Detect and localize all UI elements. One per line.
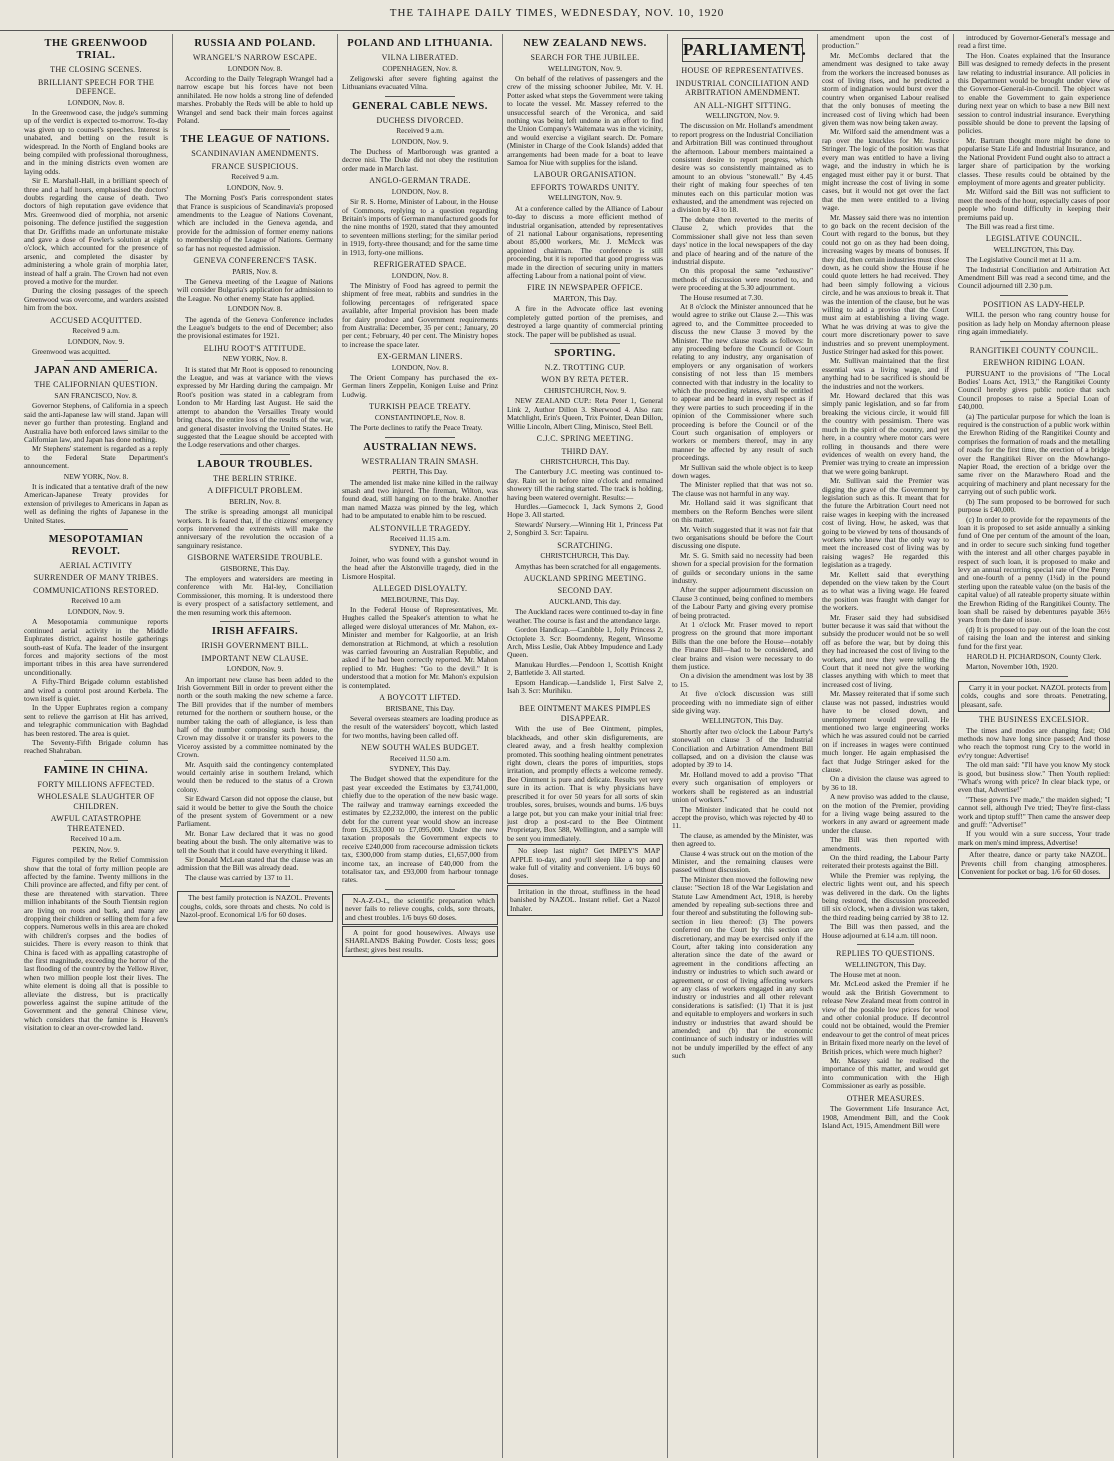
dateline: LONDON, Nov. 9. <box>391 136 449 146</box>
article-paragraph: The Minister replied that that was not so. The clause was not harmful in any way. <box>672 480 813 498</box>
advertisement: No sleep last night? Get IMPEY'S MAP APPLE to-day, and you'll sleep like a top and wake full of vitality and convenient. 1/6 buys 60 doses. <box>507 844 663 884</box>
dateline: WELLINGTON, This Day. <box>702 716 783 726</box>
article-paragraph: The Bill was then reported with amendments. <box>822 835 949 853</box>
article-paragraph: In the Federal House of Representatives, Mr. Hughes called the Speaker's attention to what he alleged were disloyal utterances of Mr. Mahon, ex-Minister and member for Kalgoorlie, at an Irish demonstration at Richmond, at which a resolution was carried favouring an Australian Republic, and asked if he had been correctly reported. Mr. Mahon replied to Mr. Hughes: "Go to the devil." It is understood that a motion for Mr. Mahon's expulsion is contemplated. <box>342 604 498 690</box>
article-paragraph: Epsom Handicap.—Landslide 1, First Salve 2, Isah 3. Scr: Murihiku. <box>507 677 663 696</box>
article-paragraph: Mr. Sullivan maintained that the first essential was a living wage, and if anything had to be sacrificed is should be the industries and not the workers. <box>822 356 949 391</box>
subheading: BEE OINTMENT MAKES PIMPLES DISAPPEAR. <box>519 704 651 723</box>
section-heading: FAMINE IN CHINA. <box>43 764 149 776</box>
masthead-section-title: PARLIAMENT. <box>682 38 803 62</box>
dateline: Received 11.15 a.m. <box>389 534 451 544</box>
section-heading: IRISH AFFAIRS. <box>211 626 299 638</box>
dateline: PARIS, Nov. 8. <box>232 266 278 276</box>
subheading: COMMUNICATIONS RESTORED. <box>33 585 159 595</box>
article-paragraph: After the supper adjournment discussion on Clause 3 continued, being confined to members of the Labour Party and giving every promise of being protracted. <box>672 585 814 620</box>
article-paragraph: Amythas has been scratched for all engagements. <box>515 561 661 571</box>
section-heading: THE LEAGUE OF NATIONS. <box>180 134 330 146</box>
article-paragraph: The Bill was read a first time. <box>966 221 1055 231</box>
subheading: SURRENDER OF MANY TRIBES. <box>33 573 159 583</box>
article-paragraph: On a division the amendment was lost by 38 to 15. <box>672 671 813 689</box>
article-paragraph: Mr. Bonar Law declared that it was no good beating about the bush. The only alternative was to tell the South that it could have everything it liked. <box>177 828 333 855</box>
subheading: THIRD DAY. <box>561 446 609 456</box>
dateline: LONDON, Nov. 9. <box>226 182 284 192</box>
subheading: EX-GERMAN LINERS. <box>377 352 463 362</box>
article-paragraph: It is stated that Mr Root is opposed to renouncing the League, and was at variance with the views expressed by Mr Harding during the campaign. Mr Root's position was stated in a cablegram from London to Mr Harding last August. He said the attempt to abandon the Versailles Treaty would bring chaos, the entire loss of the results of the war, and general disaster involving the United States. He suggested that the League should be accepted with the Lodge reservations and other charges. <box>177 364 333 450</box>
dateline: Received 10 a.m. <box>70 834 122 844</box>
dateline: MELBOURNE, This Day. <box>380 594 460 604</box>
dateline: LONDON, Nov. 8. <box>391 270 449 280</box>
article-paragraph: Mr. Holland moved to add a proviso "That every such organisation of employers or workers shall be registered as an industrial union of workers." <box>672 769 813 805</box>
divider <box>857 944 914 945</box>
article-paragraph: Gordon Handicap.—Canibble 1, Jolly Princess 2, Octoplete 3. Scr: Boomdenny, Regent, Winsome Arch, Miss Leslie, Oak Abbey Impudence and Lady Queen. <box>507 625 663 660</box>
divider <box>1000 295 1068 296</box>
article-paragraph: (d) It is proposed to pay out of the loan the cost of raising the loan and the interest and sinking fund for the first year. <box>958 624 1110 651</box>
article-paragraph: On this proposal the same "exhaustive" methods of discussion were resorted to, and were proceeding at the 5.30 adjournment. <box>672 266 813 293</box>
article-paragraph: Mr. S. G. Smith said no necessity had been shown for a special provision for the formation of guilds or secondary unions in the same industry. <box>672 550 813 585</box>
article-paragraph: In the Upper Euphrates region a company sent to relieve the garrison at Hit has arrived, and telegraphic communication with Baghdad has been restored. The area is quiet. <box>24 703 168 738</box>
subheading: ELIHU ROOT'S ATTITUDE. <box>203 343 307 353</box>
article-paragraph: Governor Stephens, of California in a speech said the anti-Japanese law will stand. Japan will never go further than protesting. England and Australia have both enforced laws similar to the Californian law, and Japan has done nothing. <box>24 401 168 444</box>
article-paragraph: Hurdles.—Gamecock 1, Jack Symons 2, Good Hope 3. All started. <box>507 502 663 520</box>
article-paragraph: The Canterbury J.C. meeting was continued to-day. Rain set in before nine o'clock and remained showery till the racing started. The track is holding, having been watered overnight. Results:— <box>507 467 663 502</box>
divider <box>220 621 290 622</box>
article-paragraph: At 8 o'clock the Minister announced that he would agree to strike out Clause 2.—This was agreed to, and the Committee proceeded to discuss the new Clause 3 moved by the Minister. The new clause reads as follows: In any proceeding before the Council or Court relating to any industry, any organisation of employers or any organisation of workers consisting of not less than 15 members connected with that industry in the locality to which the proceeding relates, shall be entitled to appear and be heard in every respect as if they were parties to such proceeding if in the opinion of the Commissioner where such proceeding is before the Council or of the Court such organisation of employers or workers or members thereof, may in any manner be affected by any result of such proceedings. <box>672 301 813 463</box>
divider <box>550 699 620 700</box>
divider <box>64 529 129 530</box>
divider <box>220 886 290 887</box>
article-paragraph: Mr. McCombs declared that the amendment was designed to take away from the workers the increased bonuses as cost of living rises, and he predicted a storm of indignation would burst over the country when organised Labour realised that the only bonuses of meeting the increased cost of living which had been given them was now being taken away. <box>822 50 949 128</box>
article-paragraph: Clause 4 was struck out on the motion of the Minister, and the remaining clauses were passed without discussion. <box>672 848 813 875</box>
article-paragraph: The Minister then moved the following new clause: "Section 18 of the War Legislation and Statute Law Amendment Act, 1918, is hereby amended by repealing sub-sections three and four thereof and substituting the following sub-section in lieu thereof: (3) The powers conferred on the Court by this section are discretionary, and may be exercised only if the Court, after taking into consideration any alteration since the date of the award or agreement in the conditions affecting an industry or industries to which such award or agreement, or cost of living affecting workers or any class of workers engaged in any such industry or industries and all other relevant considerations is satisfied: (1) That it is just and equitable to employers and workers in such industry or industries that award should be amended; and (b) that the economic continuance of such industry or industries will not be unduly imperilled by the effect of any such <box>672 874 813 1061</box>
article-paragraph: Mr. Sullivan said the Premier was digging the grave of the Government by legislation such as this. It meant that for the future the Arbitration Court need not raise wages in keeping with the increased cost of living. How, he asked, was that going to be viewed by tens of thousands of workers who knew that the only way to meet the increased cost of living was by raising wages? He regarded this legislation as a tragedy. <box>822 476 949 570</box>
dateline: LONDON, Nov. 9. <box>67 336 125 346</box>
article-paragraph: Marton, November 10th, 1920. <box>966 662 1058 672</box>
article-paragraph: Sir R. S. Horne, Minister of Labour, in the House of Commons, replying to a question regarding Britain's imports of German manufactured goods for the nine months of 1920, stated that they amounted to seventeen millions sterling; for the similar period in 1919, forty-three thousand; and for the same time in 1913, forty-one millions. <box>342 197 498 257</box>
article-paragraph: Mr. Holland said it was significant that members on the Reform Benches were silent on this matter. <box>672 498 813 525</box>
dateline: SYDNEY, This Day. <box>389 544 451 554</box>
section-heading: NEW ZEALAND NEWS. <box>523 38 647 49</box>
dateline: WELLINGTON, Nov. 9. <box>705 111 780 120</box>
subheading: THE CLOSING SCENES. <box>50 65 142 74</box>
subheading: WESTRALIAN TRAIN SMASH. <box>361 456 479 466</box>
advertisement: A point for good housewives. Always use SHARLANDS Baking Powder. Costs less; goes farthest; gives best results. <box>342 926 498 957</box>
article-paragraph: The Legislative Council met at 11 a.m. <box>966 255 1082 265</box>
masthead: THE TAIHAPE DAILY TIMES, WEDNESDAY, NOV. 10, 1920 <box>0 0 1114 31</box>
article-paragraph: The Ministry of Food has agreed to permit the shipment of free meat, rabbits and sundries in the following percentages of refrigerated space available, after Imperial provision has been made for dairy produce and Government requirements from Australia: December, 35 per cent.; January, 20 per cent.; February, 40 per cent. The Ministry hopes to increase the space later. <box>342 280 498 349</box>
article-paragraph: A Fifty-Third Brigade column established and wired a control post around Kerbela. The town itself is quiet. <box>24 677 168 703</box>
article-paragraph: During the closing passages of the speech Greenwood was overcome, and warders assisted him from the box. <box>24 286 168 313</box>
subheading: BRILLIANT SPEECH FOR THE DEFENCE. <box>37 77 155 96</box>
advertisement: After theatre, dance or party take NAZOL. Prevents chill from changing atmospheres. Convenient for pocket or bag. 1/6 for 60 doses. <box>958 848 1110 879</box>
subheading: THE CALIFORNIAN QUESTION. <box>34 380 158 390</box>
dateline: NEW YORK, Nov. 8. <box>222 354 288 364</box>
dateline: PEKIN, Nov. 9. <box>72 844 120 854</box>
dateline: Received 9 a.m. <box>231 172 279 182</box>
dateline: CONSTANTINOPLE, Nov. 8. <box>374 412 466 422</box>
subheading: ANGLO-GERMAN TRADE. <box>369 176 471 186</box>
article-paragraph: The House met at noon. <box>830 969 901 979</box>
dateline: BRISBANE, This Day. <box>385 703 455 713</box>
article-paragraph: While the Premier was replying, the electric lights went out, and his speech was delivered in the dark. On the lights being restored, the discussion proceeded till six o'clock, when a division was taken, the third reading being carried by 38 to 12. <box>822 870 949 922</box>
article-paragraph: amendment upon the cost of production." <box>822 34 949 51</box>
dateline: SYDNEY, This Day. <box>389 764 451 774</box>
subheading: AN ALL-NIGHT SITTING. <box>693 100 792 110</box>
advertisement: Irritation in the throat, stuffiness in the head banished by NAZOL. Instant relief. Get a Nazol Inhaler. <box>507 885 663 916</box>
article-paragraph: Mr. Kellett said that everything depended on the view taken by the Court as to what was a living wage. He feared the position was fraught with danger for the workers. <box>822 569 949 613</box>
article-paragraph: If you would win a sure success, Your trade mark on men's mind impress, Advertise! <box>958 829 1110 847</box>
subheading: C.J.C. SPRING MEETING. <box>536 434 634 443</box>
advertisement: The best family protection is NAZOL. Prevents coughs, colds, sore throats and chests. No cold is Nazol-proof. Economical 1/6 for 60 doses. <box>177 891 333 922</box>
subheading: LEGISLATIVE COUNCIL. <box>985 234 1083 244</box>
divider <box>220 129 290 130</box>
article-paragraph: Sir Donald McLean stated that the clause was an admission that the Bill was already dead. <box>177 855 333 873</box>
article-paragraph: The Duchess of Marlborough was granted a decree nisi. The Duke did not obey the restitution order made in March last. <box>342 147 498 173</box>
column-2 <box>172 34 337 1458</box>
article-paragraph: With the use of Bee Ointment, pimples, blackheads, and other skin disfigurements, are cleared away, and a fresh healthy complexion promoted. This soothing healing ointment penetrates right down, clears the pores of impurities, stops irritation, and promptly effects a welcome remedy. Bee Ointment is pure and delicate. Results yet very sure in its action. That is why physicians have prescribed it for over 50 years for all sorts of skin troubles, sores, bruises, wounds and burns. 1/6 buys a large pot, but you can make your initial trial free: just drop a post-card to the Bee Ointment Proprietary, Box 588, Wellington, and a sample will be sent you immediately. <box>507 724 663 843</box>
subheading: INDUSTRIAL CONCILIATION AND ARBITRATION AMENDMENT. <box>675 78 810 97</box>
article-paragraph: Mr. Wilford said the amendment was a rap over the knuckles for Mr. Justice Stringer. The logic of the position was that every man was entitled to have a living wage, and the industry in which he is engaged must either pay it or burst. That might increase the cost of living in some cases, but it would not get over the fact that the men were entitled to a living wage. <box>822 127 949 213</box>
subheading: AUCKLAND SPRING MEETING. <box>523 573 647 583</box>
article-paragraph: At 1 o'clock Mr. Fraser moved to report progress on the ground that more important Bills than the one before the House—notably the Finance Bill—had to be considered, and clear brains and vision were necessary to do them justice. <box>672 619 813 671</box>
article-paragraph: A new proviso was added to the clause, on the motion of the Premier, providing for a living wage being assured to the workers in any award or agreement made under the clause. <box>822 792 949 835</box>
article-paragraph: Mr. Massey said there was no intention to go back on the recent decision of the Court with regard to the bonus, but they could not go on as they had been doing, increasing wages by means of bonuses. If they did, then certain industries must close down, as he could show the House if he could quote letters he had received. They had been simply following a vicious circle, and he was anxious to break it. That was the intention of the clause, but he was willing to add a proviso that the Court must aim at establishing a living wage. What he was driving at was to give the court more discretionary power to save industries and so prevent unemployment. Justice Stringer had asked for this power. <box>822 212 949 357</box>
article-paragraph: introduced by Governor-General's message and read a first time. <box>958 34 1110 51</box>
subheading: REFRIGERATED SPACE. <box>373 260 467 269</box>
divider <box>64 360 129 361</box>
subheading: ACCUSED ACQUITTED. <box>49 315 143 325</box>
subheading: AERIAL ACTIVITY <box>59 560 133 570</box>
dateline: LONDON, Nov. 8. <box>391 362 449 372</box>
article-paragraph: A Mesopotamia communique reports continued aerial activity in the Middle Euphrates district, against hostile gatherings south-east of Kufa. The leader of the insurgent forces and majority sections of the most important tribes in this area have surrendered unconditionally. <box>24 617 168 677</box>
article-paragraph: The House resumed at 7.30. <box>680 292 763 302</box>
article-paragraph: The Porte declines to ratify the Peace Treaty. <box>350 423 483 433</box>
section-heading: JAPAN AND AMERICA. <box>34 365 158 377</box>
advertisement: N-A-Z-O-L, the scientific preparation which never fails to relieve coughs, colds, sore throats, and chest troubles. 1/6 buys 60 doses. <box>342 894 498 925</box>
article-paragraph: Sir E. Marshall-Hall, in a brilliant speech of three and a half hours, emphasised the doctors' doubts regarding the cause of death. Two doctors of high reputation gave evidence that Mrs. Greenwood died of morphia, not arsenic poisoning. The defence justified the suggestion that Dr. Griffiths made an unfortunate mistake and gave a dose of Fowler's solution at eight o'clock, which accounted for the presence of arsenic, and completed the disaster by administering a whole grain of morphia later, instead of half a grain. The Crown had not even proved a motive for the murder. <box>24 176 168 287</box>
dateline: CHRISTCHURCH, This Day. <box>540 551 630 561</box>
divider <box>64 760 129 761</box>
subheading: IMPORTANT NEW CLAUSE. <box>201 653 309 663</box>
article-paragraph: Greenwood was acquitted. <box>32 346 111 356</box>
advertisement: Carry it in your pocket. NAZOL protects from colds, coughs and sore throats. Penetrating, pleasant, safe. <box>958 681 1110 712</box>
subheading: HOUSE OF REPRESENTATIVES. <box>681 66 804 75</box>
article-paragraph: On the third reading, the Labour Party reiterated their protests against the Bill. <box>822 853 949 871</box>
dateline: LONDON, Nov. 8. <box>67 97 125 107</box>
article-paragraph: The Morning Post's Paris correspondent states that France is suspicious of Scandinavia's proposed amendments to the League of Nations Covenant, which are included in the Geneva agenda, and provide for the admission of former enemy nations to membership of the League of Nations. Germany so far has not requested admission. <box>177 193 333 253</box>
article-paragraph: Mr. Massey said he realised the importance of this matter, and would get into communication with the High Commissioner as early as possible. <box>822 1056 949 1091</box>
subheading: THE BUSINESS EXCELSIOR. <box>978 715 1090 725</box>
article-paragraph: Mr. McLeod asked the Premier if he would ask the British Government to release New Zealand meat from control in view of the possible low prices for wool and other colonial produce. If decontrol could not be obtained, would the Premier endeavour to get the control of meat prices in Britain fixed more nearly on the level of British prices, which were much higher? <box>822 979 949 1056</box>
subheading: REPLIES TO QUESTIONS. <box>836 949 935 959</box>
subheading: RANGITIKEI COUNTY COUNCIL. <box>969 345 1099 355</box>
article-paragraph: Stewards' Nursery.—Winning Hit 1, Princess Pat 2, Songbird 3. Scr: Tapairu. <box>507 519 663 538</box>
article-paragraph: The agenda of the Geneva Conference includes the League's budgets to the end of December; also the provisional estimates for 1921. <box>177 314 333 341</box>
dateline: AUCKLAND, This day. <box>548 596 622 606</box>
divider <box>1000 676 1068 677</box>
subheading: SCRATCHING. <box>557 540 613 550</box>
article-paragraph: In the Greenwood case, the judge's summing up of the verdict is expected to-morrow. To-day was given up to counsel's speeches. Interest is unabated, and betting on the result is widespread. In the North of England books are being compiled with professional thoroughness, and in the mining districts even women are laying odds. <box>24 107 168 176</box>
article-paragraph: The Budget showed that the expenditure for the past year exceeded the Estimates by £3,741,000, chiefly due to the operation of the new basic wage. The railway and tramway earnings exceeded the estimates by £2,232,000, the interest on the public debt for the current year would show an increase from £6,333,000 to £7,095,000. Under the new taxation proposals the Government expects to receive £240,000 from racecourse admission tickets tax, £300,000 from stamp duties, £1,657,000 from income tax, an increase of £40,000 from the totalisator tax, and £93,000 from harbour tonnage rates. <box>342 774 498 885</box>
subheading: POSITION AS LADY-HELP. <box>983 299 1085 309</box>
column-5 <box>667 34 817 1458</box>
section-heading: SPORTING. <box>554 347 616 359</box>
article-paragraph: A fire in the Advocate office last evening completely gutted portion of the premises, and destroyed a large quantity of commercial printing stock. The paper will be published as usual. <box>507 304 663 339</box>
article-paragraph: Joiner, who was found with a gunshot wound in the head after the Alstonville tragedy, died in the Lismore Hospital. <box>342 554 498 581</box>
subheading: WHOLESALE SLAUGHTER OF CHILDREN. <box>37 792 155 811</box>
dateline: PERTH, This Day. <box>392 467 448 477</box>
article-paragraph: The old man said: "I'll have you know My stock is good, but business slow." Then Youth replied: "What's wrong with price? In clear black type, or even that, Advertise!" <box>958 760 1110 795</box>
dateline: NEW YORK, Nov. 8. <box>63 471 129 481</box>
dateline: Received 10 a.m <box>71 596 121 606</box>
section-heading: RUSSIA AND POLAND. <box>194 38 316 49</box>
dateline: COPENHAGEN, Nov. 8. <box>382 63 458 73</box>
subheading: LABOUR ORGANISATION. <box>533 170 637 180</box>
dateline: LONDON, Nov. 9. <box>226 664 284 674</box>
article-paragraph: On a division the clause was agreed to by 36 to 18. <box>822 774 949 792</box>
section-heading: GENERAL CABLE NEWS. <box>352 100 488 112</box>
article-paragraph: Shortly after two o'clock the Labour Party's stonewall on clause 3 of the Industrial Conciliation and Arbitration Amendment Bill collapsed, and on a division the clause was adopted by 39 to 14. <box>672 726 813 770</box>
article-paragraph: At a conference called by the Alliance of Labour to-day to discuss a more efficient method of industrial organisation, attended by representatives of 21 national Labour organisations, representing about 85,000 workers, Mr. J. McMcck was appointed chairman. The conference is still proceeding, but it is reported that good progress was made in the direction of securing unity in matters affecting Labour from a national point of view. <box>507 203 663 281</box>
dateline: Received 9 a.m. <box>72 326 120 336</box>
article-paragraph: The debate then reverted to the merits of Clause 2, which provides that the Commissioner shall give not less than seven days' notice in the local newspapers of the day and place of hearing and of the nature of the industrial dispute. <box>672 214 813 266</box>
article-paragraph: The amended list make nine killed in the railway smash and two injured. The fireman, Wilton, was found dead, still hanging on to the brake. Another man named Mazza was pinned by the leg, which had to be amputated to enable him to be rescued. <box>342 477 498 521</box>
article-paragraph: PURSUANT to the provisions of "The Local Bodies' Loans Act, 1913," the Rangitikei County Council hereby gives public notice that such Council proposes to raise a Special Loan of £40,000. <box>958 368 1110 412</box>
article-paragraph: "These gowns I've made," the maiden sighed; "I cannot sell, although I've tried; They're first-class work and tiptop stuff!" Then came the answer deep and gruff: "Advertise!" <box>958 794 1110 829</box>
article-paragraph: The Orient Company has purchased the ex-German liners Zeppelin, Konigen Luise and Prinz Ludwig. <box>342 373 498 399</box>
article-paragraph: The employers and watersiders are meeting in conference with Mr. Hal-ley, Conciliation Commissioner, this morning. It is understood there is every prospect of a satisfactory settlement, and the men resuming work this afternoon. <box>177 574 333 617</box>
dateline: WELLINGTON, This Day. <box>845 959 926 969</box>
article-paragraph: The clause was carried by 137 to 11. <box>185 872 294 882</box>
subheading: FORTY MILLIONS AFFECTED. <box>37 779 155 789</box>
section-heading: LABOUR TROUBLES. <box>197 458 313 470</box>
column-3 <box>337 34 502 1458</box>
article-paragraph: Several overseas steamers are loading produce as the result of the watersiders' boycott, which lasted for two months, having been called off. <box>342 713 498 740</box>
divider <box>385 96 455 97</box>
article-paragraph: The Industrial Conciliation and Arbitration Act Amendment Bill was read a second time, and the Council adjourned till 2.30 p.m. <box>958 264 1110 291</box>
subheading: GISBORNE WATERSIDE TROUBLE. <box>187 553 323 563</box>
article-paragraph: An important new clause has been added to the Irish Government Bill in order to prevent either the north or the south making the new scheme a farce. The Bill provides that if the number of members returned for the northern or southern house, or the number taking the oath of allegiance, is less than half of the number composing such house, the Crown may dissolve it or transfer its powers to the Viceroy assisted by a committee nominated by the Crown. <box>177 674 333 760</box>
section-heading: POLAND AND LITHUANIA. <box>347 38 493 49</box>
article-paragraph: (b) The sum proposed to be borrowed for such purpose is £40,000. <box>958 496 1110 515</box>
dateline: LONDON Nov. 8. <box>227 63 283 73</box>
subheading: DUCHESS DIVORCED. <box>376 115 464 125</box>
subheading: ALLEGED DISLOYALTY. <box>372 584 468 594</box>
section-heading: AUSTRALIAN NEWS. <box>363 441 477 453</box>
dateline: BERLIN, Nov. 8. <box>229 496 281 506</box>
divider <box>385 437 455 438</box>
subheading: SEARCH FOR THE JUBILEE. <box>530 53 640 62</box>
subheading: WRANGEL'S NARROW ESCAPE. <box>192 53 318 62</box>
article-paragraph: On behalf of the relatives of passengers and the crew of the missing schooner Jubilee, Mr. V. H. Potter asked what steps the Government were taking to locate the vessel. Mr. Massey referred to the unsuccessful search of the Veronica, and said nothing was being left undone in an effort to find the Union Company's Waitemata was in the vicinity, and would exercise a vigilant search. Dr. Pomare (Minister in Charge of the Cook Islands) added that arrangements had been made for a boat to leave Samoa for Niue with supplies for the island. <box>507 73 663 167</box>
article-paragraph: It is indicated that a tentative draft of the new American-Japanese Treaty provides for extension of privileges to Americans in Japan as well as defining the rights of Japanese in the United States. <box>24 481 168 525</box>
divider <box>385 889 455 890</box>
article-paragraph: The discussion on Mr. Holland's amendment to report progress on the Industrial Conciliation and Arbitration Bill was continued throughout the afternoon. Labour members maintained a consistent desire to report progress, which desire was so consistently maintained as to amount to an obvious "stonewall." By 4.45 their right of making four speeches of ten minutes each on this particular motion was exhausted, and the amendment was rejected on a division by 43 to 18. <box>672 121 813 215</box>
subheading: THE BERLIN STRIKE. <box>213 473 297 483</box>
article-paragraph: The Geneva meeting of the League of Nations will consider Bulgaria's application for admission to the League. No other enemy State has applied. <box>177 276 333 303</box>
column-4 <box>502 34 667 1458</box>
subheading: ALSTONVILLE TRAGEDY. <box>369 523 471 533</box>
subheading: GENEVA CONFERENCE'S TASK. <box>193 256 317 265</box>
article-paragraph: The Hon. Coates explained that the Insurance Bill was designed to remedy defects in the present law relating to industrial insurance. All policies in this Department would be brought under view of the Governor-General-in-Council. The object was to enable the Government to gain experience during next year on which to base a new Bill next session to control industrial insurance. Everything possible should be done to prevent the lapsing of policies. <box>958 50 1110 136</box>
article-paragraph: According to the Daily Telegraph Wrangel had a narrow escape but his forces have not been annihilated. He now holds a strong line of defended marshes. Probably the Reds will be able to hold up Wrangel and send back their main forces against Poland. <box>177 73 333 125</box>
article-paragraph: Mr. Howard declared that this was simply panic legislation, and so far from breaking the vicious circle, it would fill the country with pessimism. There was much in the spirit of the country, and yet here, in a country where motor cars were rolling in thousands and there were evidences of wealth on every hand, the Premier was trying to create an impression that we were going bankrupt. <box>822 391 949 476</box>
subheading: NEW SOUTH WALES BUDGET. <box>360 743 479 753</box>
article-paragraph: NEW ZEALAND CUP.: Reta Peter 1, General Link 2, Author Dillon 3. Sherwood 4. Also ran: Matchlight, Erin's Queen, Trix Pointer, Dean Dillon, Willie Lincoln, Albert Cling, Minisco, Steel Bell. <box>507 396 663 431</box>
dateline: CHRISTCHURCH, This Day. <box>540 457 630 466</box>
article-paragraph: Manukau Hurdles.—Pendoon 1, Scottish Knight 2, Battletide 3. All started. <box>507 659 663 678</box>
column-1 <box>20 34 172 1458</box>
subheading: WON BY RETA PETER. <box>541 375 629 385</box>
article-paragraph: Mr Stephens' statement is regarded as a reply to the Federal State Department's announcement. <box>24 444 168 471</box>
section-heading: THE GREENWOOD TRIAL. <box>44 38 148 61</box>
article-paragraph: Mr Sullivan said the whole object is to keep down wages. <box>672 462 813 481</box>
dateline: LONDON, Nov. 8. <box>391 186 449 196</box>
subheading: FIRE IN NEWSPAPER OFFICE. <box>527 283 643 293</box>
article-paragraph: Mr. Bartram thought more might be done to popularise State Life and Industrial Insurance, and the National Provident Fund ought also to attract a larger share of participation by the working classes. These results could be obtained by the employment of more agents and greater publicity. <box>958 135 1110 187</box>
dateline: WELLINGTON, Nov. 9. <box>548 193 622 203</box>
article-paragraph: At five o'clock discussion was still proceeding with no immediate sign of either side giving way. <box>672 689 813 716</box>
dateline: LONDON, Nov. 9. <box>67 606 125 616</box>
subheading: IRISH GOVERNMENT BILL. <box>201 641 309 651</box>
dateline: HAROLD H. PICHARDSON, County Clerk. <box>966 652 1102 661</box>
divider <box>1000 341 1068 342</box>
column-7 <box>953 34 1114 1458</box>
divider <box>220 454 290 455</box>
subheading: A BOYCOTT LIFTED. <box>379 693 461 703</box>
article-paragraph: The times and modes are changing fast; Old methods now have long since passed; And those who reach the topmost rung Cry to the world in ev'ry tongue: Advertise! <box>958 725 1110 760</box>
dateline: GISBORNE, This Day. <box>220 563 290 573</box>
subheading: SECOND DAY. <box>557 586 613 596</box>
dateline: CHRISTCHURCH, Nov. 9. <box>543 385 627 395</box>
article-paragraph: The Bill was then passed, and the House adjourned at 6.14 a.m. till noon. <box>822 922 949 940</box>
article-paragraph: The Seventy-Fifth Brigade column has reached Shahraban. <box>24 737 168 756</box>
article-paragraph: The strike is spreading amongst all municipal workers. It is feared that, if the citizens' emergency corps intervened the extremists will make the anniversary of the revolution the occasion of a sanguinary resistance. <box>177 507 333 550</box>
article-paragraph: Sir Edward Carson did not oppose the clause, but said it would be better to give the South the choice of the present system of Government or a new Parliament. <box>177 794 333 829</box>
article-paragraph: (c) In order to provide for the repayments of the loan it is proposed to set aside annually a sinking fund of One per centum of the amount of the loan, and in order to secure such sinking fund together with the interest and all other charges payable in respect of such loan, it is proposed to make and levy an annual recurring special rate of One Penny and one-fourth of a penny (1¼d) in the pound sterling upon the rateable value (on the basis of the capital value) of all rateable property situate within the Erewhon Riding of the Rangitikei County. The loan shall be raised by debentures payable 36½ years from the date of issue. <box>958 514 1110 625</box>
subheading: OTHER MEASURES. <box>846 1093 925 1103</box>
dateline: LONDON Nov. 8. <box>227 304 283 314</box>
article-paragraph: The Government Life Insurance Act, 1908, Amendment Bill, and the Cook Island Act, 1915, Amendment Bill were <box>822 1104 949 1130</box>
dateline: WELLINGTON, Nov. 9. <box>548 63 622 73</box>
article-paragraph: Mr. Veitch suggested that it was not fair that two organisations should be before the Court discussing one dispute. <box>672 524 813 551</box>
subheading: FRANCE SUSPICIOUS. <box>211 161 299 171</box>
article-paragraph: The clause, as amended by the Minister, was then agreed to. <box>672 830 813 849</box>
subheading: SCANDINAVIAN AMENDMENTS. <box>191 149 319 159</box>
divider <box>550 343 620 344</box>
column-6 <box>817 34 953 1458</box>
subheading: EREWHON RIDING LOAN. <box>982 358 1086 368</box>
section-heading: MESOPOTAMIAN REVOLT. <box>48 533 144 557</box>
article-paragraph: The Auckland races were continued to-day in fine weather. The course is fast and the attendance large. <box>507 607 663 625</box>
dateline: Received 9 a.m. <box>396 126 444 136</box>
article-paragraph: Zeligowski after severe fighting against the Lithuanians evacuated Vilna. <box>342 73 498 92</box>
subheading: TURKISH PEACE TREATY. <box>369 402 471 412</box>
article-paragraph: Mr. Asquith said the contingency contemplated would certainly arise in southern Ireland, which would then be reduced to the status of a Crown colony. <box>177 759 333 794</box>
dateline: MARTON, This Day. <box>553 293 617 303</box>
article-paragraph: (a) The particular purpose for which the loan is required is the construction of a public work within the Erewhon Riding of the Rangitikei County and comprises the formation of roads and the metalling of roads for the first time, the erection of a bridge over the Rangitikei River on the Mowhango-Napier Road, the erection of a bridge over the same river on the Marawhero Road and the acquiring of machinery and plant necessary for the carrying out of such public work. <box>958 411 1110 497</box>
article-paragraph: Figures compiled by the Relief Commission show that the total of forty million people are affected by the famine. Twenty millions in the Chili province are affected, and fifty per cent. of these are threatened with starvation. Three million inhabitants of the South Tientsin region are living on roots and bark, and many are dropping their children or selling them for a few coppers. Numerous wells in this area are choked with children's corpses and the bodies of suicides. There is every reason to think that China is faced with as appalling catastrophe of the first magnitude, exceeding the horror of the last flooding of the country by the Yellow River, when two million people lost their lives. The white element is doing all that is possible to alleviate the distress, but is practically powerless against the supine attitude of the Government and the general Chinese view, which considers that the famine is Heaven's visitation to clear an over-crowded land. <box>24 855 168 1033</box>
subheading: AWFUL CATASTROPHE THREATENED. <box>50 814 142 833</box>
article-paragraph: The Minister indicated that he could not accept the proviso, which was rejected by 40 to 11. <box>672 804 813 831</box>
dateline: SAN FRANCISCO, Nov. 8. <box>54 390 138 400</box>
dateline: WELLINGTON, This Day. <box>993 244 1075 254</box>
article-paragraph: WILL the person who rang country house for position as lady help on Monday afternoon please ring again immediately. <box>958 310 1110 337</box>
subheading: EFFORTS TOWARDS UNITY. <box>530 182 640 192</box>
subheading: VILNA LIBERATED. <box>381 53 459 62</box>
article-paragraph: Mr. Wilford said the Bill was not sufficient to meet the needs of the hour, especially cases of poor people who found difficulty in keeping their premiums paid up. <box>958 187 1110 222</box>
article-paragraph: Mr. Massey reiterated that if some such clause was not passed, industries would have to be closed down, and unemployment would prevail. He mentioned two large engineering works which he was assured could not be carried on if increases in wages were continued much longer. He again emphasised the fact that Judge Stringer asked for the clause. <box>822 689 949 774</box>
dateline: Received 11.50 a.m. <box>389 753 451 763</box>
subheading: N.Z. TROTTING CUP. <box>544 362 626 372</box>
article-paragraph: Mr. Fraser said they had subsidised butter because it was said that without the subsidy the producer would not be so well off as before the war, but by doing this they had increased the cost of living to the workers, and now they were telling the Court that it need not give the working classes anything with which to meet that increased cost of living. <box>822 612 949 689</box>
subheading: A DIFFICULT PROBLEM. <box>207 486 303 496</box>
